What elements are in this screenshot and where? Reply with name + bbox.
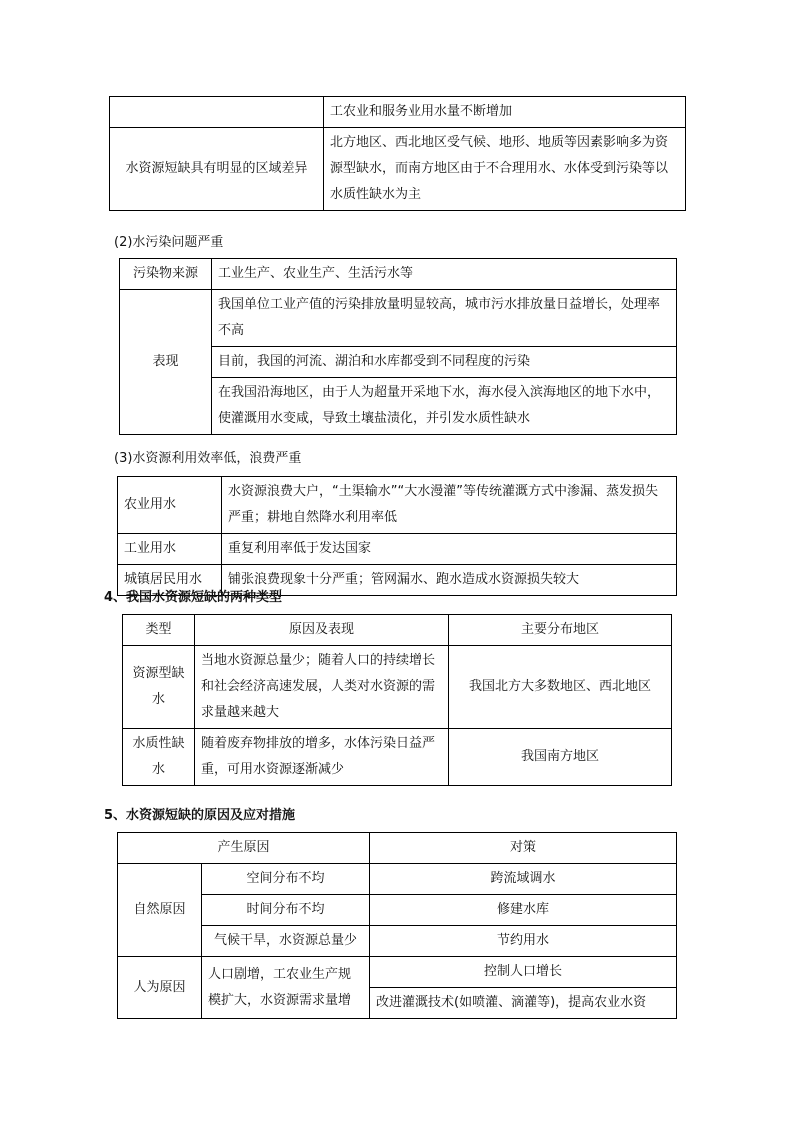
usage-value: 重复利用率低于发达国家	[222, 534, 677, 565]
table-row	[118, 864, 677, 895]
measure-cell: 修建水库	[370, 895, 677, 926]
natural-cause-label: 自然原因	[118, 864, 202, 957]
shortage-cause: 当地水资源总量少；随着人口的持续增长和社会经济高速发展，人类对水资源的需求量越来越大	[195, 646, 449, 729]
table-row	[118, 926, 677, 957]
shortage-types-table	[122, 614, 672, 786]
table-row	[118, 534, 677, 565]
table-cell: 北方地区、西北地区受气候、地形、地质等因素影响多为资源型缺水，而南方地区由于不合理用水、水体受到污染等以水质性缺水为主	[324, 128, 686, 211]
pollution-source-label: 污染物来源	[120, 259, 212, 290]
column-header: 类型	[123, 615, 195, 646]
table-row	[118, 895, 677, 926]
cause-cell: 气候干旱，水资源总量少	[202, 926, 370, 957]
table-row	[118, 477, 677, 534]
table-row	[120, 259, 677, 290]
efficiency-table	[117, 476, 677, 596]
usage-value: 铺张浪费现象十分严重；管网漏水、跑水造成水资源损失较大	[222, 565, 677, 596]
pollution-manifest-item: 我国单位工业产值的污染排放量明显较高，城市污水排放量日益增长，处理率不高	[212, 290, 677, 347]
pollution-manifest-item: 在我国沿海地区，由于人为超量开采地下水，海水侵入滨海地区的地下水中，使灌溉用水变咸，导致土壤盐渍化，并引发水质性缺水	[212, 378, 677, 435]
cause-cell: 空间分布不均	[202, 864, 370, 895]
table-header-row	[123, 615, 672, 646]
table-row	[123, 729, 672, 786]
section-heading-pollution: (2)水污染问题严重	[114, 235, 224, 250]
table-cell: 工农业和服务业用水量不断增加	[324, 97, 686, 128]
measure-cell: 改进灌溉技术(如喷灌、滴灌等)，提高农业水资	[370, 988, 677, 1019]
pollution-table	[119, 258, 677, 435]
table-row	[118, 957, 677, 988]
pollution-manifest-label: 表现	[120, 290, 212, 435]
table-row	[123, 646, 672, 729]
measure-cell: 节约用水	[370, 926, 677, 957]
shortage-type: 资源型缺水	[123, 646, 195, 729]
shortage-cause: 随着废弃物排放的增多，水体污染日益严重，可用水资源逐渐减少	[195, 729, 449, 786]
column-header: 对策	[370, 833, 677, 864]
measure-cell: 跨流域调水	[370, 864, 677, 895]
human-cause-label: 人为原因	[118, 957, 202, 1019]
section-heading-causes: 5、水资源短缺的原因及应对措施	[104, 808, 296, 823]
column-header: 原因及表现	[195, 615, 449, 646]
shortage-region: 我国北方大多数地区、西北地区	[449, 646, 672, 729]
pollution-source-value: 工业生产、农业生产、生活污水等	[212, 259, 677, 290]
table-cell	[110, 97, 324, 128]
column-header: 主要分布地区	[449, 615, 672, 646]
usage-value: 水资源浪费大户，“土渠输水”“大水漫灌”等传统灌溉方式中渗漏、蒸发损失严重；耕地自然降水利用率低	[222, 477, 677, 534]
table-row	[110, 128, 686, 211]
cause-cell: 人口剧增，工农业生产规模扩大，水资源需求量增	[202, 957, 370, 1019]
cause-cell: 时间分布不均	[202, 895, 370, 926]
causes-measures-table	[117, 832, 677, 1019]
table-header-row	[118, 833, 677, 864]
table-row	[120, 290, 677, 347]
table-cell: 水资源短缺具有明显的区域差异	[110, 128, 324, 211]
shortage-region: 我国南方地区	[449, 729, 672, 786]
table-row	[110, 97, 686, 128]
usage-label: 农业用水	[118, 477, 222, 534]
shortage-type: 水质性缺水	[123, 729, 195, 786]
section-heading-types: 4、我国水资源短缺的两种类型	[104, 590, 283, 605]
column-header: 产生原因	[118, 833, 370, 864]
pollution-manifest-item: 目前，我国的河流、湖泊和水库都受到不同程度的污染	[212, 347, 677, 378]
usage-label: 城镇居民用水	[118, 565, 222, 596]
measure-cell: 控制人口增长	[370, 957, 677, 988]
section-heading-efficiency: (3)水资源利用效率低，浪费严重	[114, 451, 302, 466]
usage-label: 工业用水	[118, 534, 222, 565]
region-diff-table	[109, 96, 686, 211]
